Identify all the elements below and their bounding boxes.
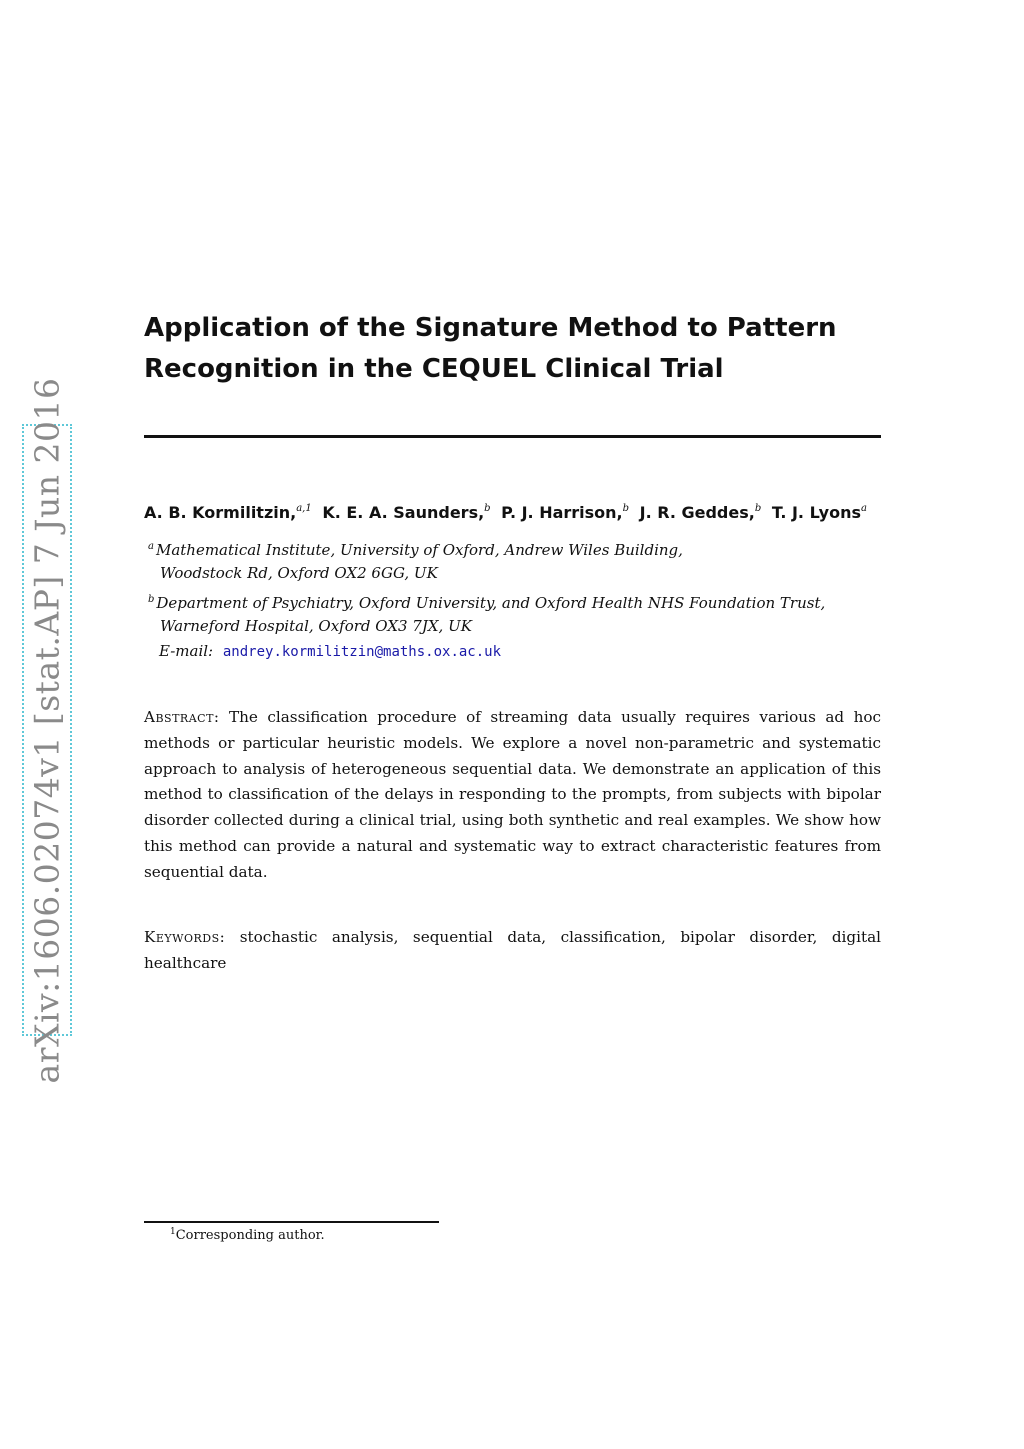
author-affil-mark: b — [484, 503, 491, 514]
author-affil-mark: b — [622, 503, 630, 514]
author-affil-mark: b — [754, 503, 762, 514]
keywords-label: Keywords: — [144, 928, 226, 946]
keywords — [144, 925, 881, 977]
abstract — [144, 705, 881, 886]
affiliation-line: Warneford Hospital, Oxford OX3 7JX, UK — [160, 617, 472, 635]
affiliation-mark: b — [148, 594, 155, 605]
author-name: P. J. Harrison, — [501, 503, 623, 522]
author-affil-mark: a,1 — [296, 503, 312, 514]
author-list — [144, 503, 904, 522]
affiliation-b — [148, 588, 825, 638]
affiliation-a — [148, 535, 683, 585]
affiliation-line: Mathematical Institute, University of Oxford, Andrew Wiles Building, — [155, 541, 683, 559]
contact-email — [159, 642, 501, 661]
abstract-text: The classification procedure of streaming data usually requires various ad hoc methods or particular heuristic models. We explore a novel non-parametric and systematic approach to analysis of heterogeneous sequential data. We demonstrate an application of this method to classification of the delays in responding to the prompts, from subjects with bipolar disorder collected during a clinical trial, using both synthetic and real examples. We show how this method can provide a natural and systematic way to extract characteristic features from sequential data. — [144, 708, 882, 881]
abstract-label: Abstract: — [144, 708, 220, 726]
affiliation-line: Woodstock Rd, Oxford OX2 6GG, UK — [160, 564, 438, 582]
email-link[interactable]: andrey.kormilitzin@maths.ox.ac.uk — [222, 644, 502, 660]
arxiv-side-stamp[interactable] — [22, 377, 72, 1083]
keywords-text: stochastic analysis, sequential data, classification, bipolar disorder, digital healthcare — [144, 928, 881, 972]
footnote — [170, 1227, 325, 1243]
footnote-text: Corresponding author. — [175, 1228, 325, 1243]
author-name: A. B. Kormilitzin, — [144, 503, 297, 522]
author-name: T. J. Lyons — [771, 503, 862, 522]
paper-title: Application of the Signature Method to Pattern Recognition in the CEQUEL Clinical Trial — [144, 313, 837, 384]
title-divider — [144, 435, 881, 438]
footnote-mark: 1 — [170, 1227, 176, 1237]
affiliation-line: Department of Psychiatry, Oxford University, and Oxford Health NHS Foundation Trust, — [156, 594, 826, 612]
author-name: J. R. Geddes, — [639, 503, 755, 522]
affiliation-mark: a — [148, 541, 154, 552]
arxiv-stamp-text: arXiv:1606.02074v1 [stat.AP] 7 Jun 2016 — [27, 377, 67, 1083]
author-name: K. E. A. Saunders, — [322, 503, 485, 522]
author-affil-mark: a — [861, 503, 867, 514]
email-label: E-mail: — [159, 642, 214, 660]
footnote-divider — [144, 1221, 439, 1223]
